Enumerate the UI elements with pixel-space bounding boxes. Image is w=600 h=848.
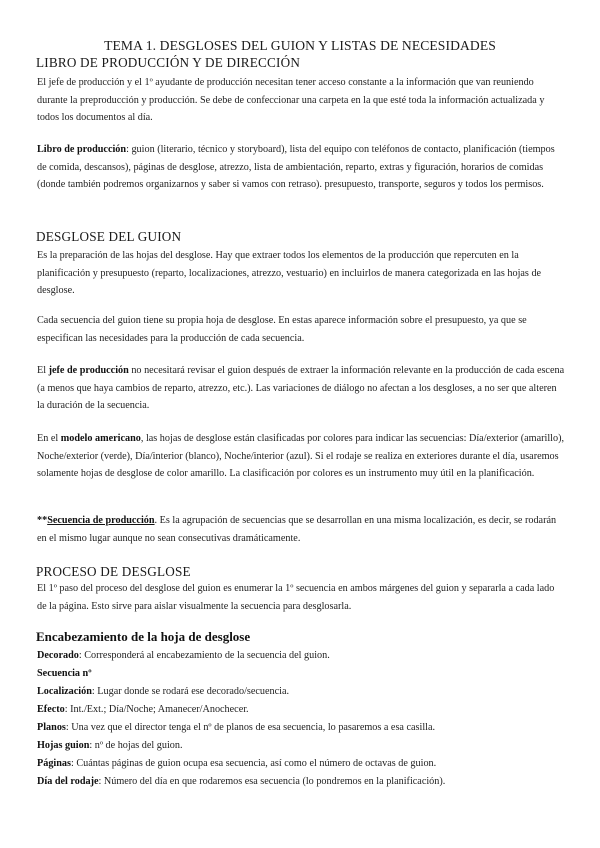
field-label: Planos: [37, 722, 66, 733]
section-heading-libro: LIBRO DE PRODUCCIÓN Y DE DIRECCIÓN: [36, 55, 301, 70]
field-hojas-guion: [37, 737, 565, 755]
section-heading-proceso: PROCESO DE DESGLOSE: [36, 564, 191, 579]
bold-term-secuencia: Secuencia de producción: [47, 515, 155, 526]
field-label: Hojas guion: [37, 740, 90, 751]
bold-term-modelo: modelo americano: [60, 433, 141, 444]
field-label: Día del rodaje: [37, 776, 99, 787]
paragraph-text: El: [37, 365, 49, 376]
paragraph-modelo-americano: [37, 430, 565, 483]
field-label: Localización: [37, 686, 92, 697]
field-label: Secuencia nº: [37, 668, 92, 679]
field-secuencia: [37, 665, 565, 683]
paragraph-text: : guion (literario, técnico y storyboard), lista del equipo con teléfonos de contacto, planificación (tiempos de comida, descansos), páginas de desglose, atrezzo, lista de ambientación, reparto, extras y figuración, horarios de comidas (donde también podremos organizarnos y saber si vamos con retraso). presupuesto, transporte, seguros y todos los permisos.: [37, 144, 555, 191]
paragraph-libro-contents: [37, 141, 565, 194]
field-label: Efecto: [37, 704, 65, 715]
paragraph-libro-intro: El jefe de producción y el 1º ayudante de producción necesitan tener acceso constante a la información que van reuniendo durante la preproducción y producción. Se debe de confeccionar una carpeta en la que esté toda la información actualizada y todos los documentos al día.: [37, 77, 545, 124]
paragraph-secuencia-produccion: [37, 512, 565, 547]
stars-marker: **: [37, 515, 48, 526]
paragraph-jefe-produccion: [37, 362, 565, 415]
field-dia-rodaje: [37, 773, 565, 791]
paragraph-text: . Es la agrupación de secuencias que se desarrollan en una misma localización, es decir, se rodarán en el mismo lugar aunque no sean consecutivas dramáticamente.: [37, 515, 557, 544]
paragraph-desglose-secuencia: Cada secuencia del guion tiene su propia hoja de desglose. En estas aparece información sobre el presupuesto, ya que se especifican las necesidades para la producción de cada secuencia.: [37, 315, 527, 344]
paragraph-text: En el: [37, 433, 61, 444]
field-efecto: [37, 701, 565, 719]
field-text: : Número del día en que rodaremos esa secuencia (lo pondremos en la planificación).: [98, 776, 446, 787]
field-localizacion: [37, 683, 565, 701]
field-text: : Lugar donde se rodará ese decorado/secuencia.: [91, 686, 290, 697]
field-text: : Una vez que el director tenga el nº de planos de esa secuencia, lo pasaremos a esa casilla.: [65, 722, 436, 733]
paragraph-desglose-intro: Es la preparación de las hojas del desglose. Hay que extraer todos los elementos de la producción que repercuten en la planificación y presupuesto (reparto, localizaciones, atrezzo, vestuario) en incluirlos de manera categorizada en las hojas de desglose.: [37, 250, 542, 297]
field-paginas: [37, 755, 565, 773]
field-decorado: [37, 647, 565, 665]
paragraph-text: no necesitará revisar el guion después de extraer la información relevante en la producción de cada escena (a menos que haya cambios de reparto, atrezzo, etc.). Las variaciones de diálogo no afectan a los desgloses, a no ser que alteren la duración de la secuencia.: [37, 365, 565, 412]
bold-term-jefe: jefe de producción: [48, 365, 129, 376]
field-text: : Int./Ext.; Día/Noche; Amanecer/Anochecer.: [64, 704, 249, 715]
field-text: : nº de hojas del guion.: [89, 740, 183, 751]
field-label: Decorado: [37, 650, 79, 661]
paragraph-text: , las hojas de desglose están clasificadas por colores para indicar las secuencias: Día/exterior (amarillo), Noche/exterior (verde), Día/interior (blanco), Noche/interior (azul). Si el rodaje se realiza en exteriores durante el día, usaremos solamente hojas de desglose de color amarillo. La clasificación por colores es un instrumento muy útil en la planificación.: [37, 433, 565, 480]
section-heading-encabezamiento: Encabezamiento de la hoja de desglose: [36, 629, 251, 644]
field-text: : Corresponderá al encabezamiento de la secuencia del guion.: [78, 650, 330, 661]
field-label: Páginas: [37, 758, 71, 769]
field-text: : Cuántas páginas de guion ocupa esa secuencia, así como el número de octavas de guion.: [70, 758, 437, 769]
page-title: TEMA 1. DESGLOSES DEL GUION Y LISTAS DE NECESIDADES: [104, 38, 496, 53]
section-heading-desglose: DESGLOSE DEL GUION: [36, 229, 182, 244]
paragraph-proceso: El 1º paso del proceso del desglose del guion es enumerar la 1º secuencia en ambos márgenes del guion y separarla a cada lado de la página. Esto sirve para aislar visualmente la secuencia para desglosarla.: [37, 583, 555, 612]
field-planos: [37, 719, 565, 737]
bold-term-libro: Libro de producción: [37, 144, 127, 155]
